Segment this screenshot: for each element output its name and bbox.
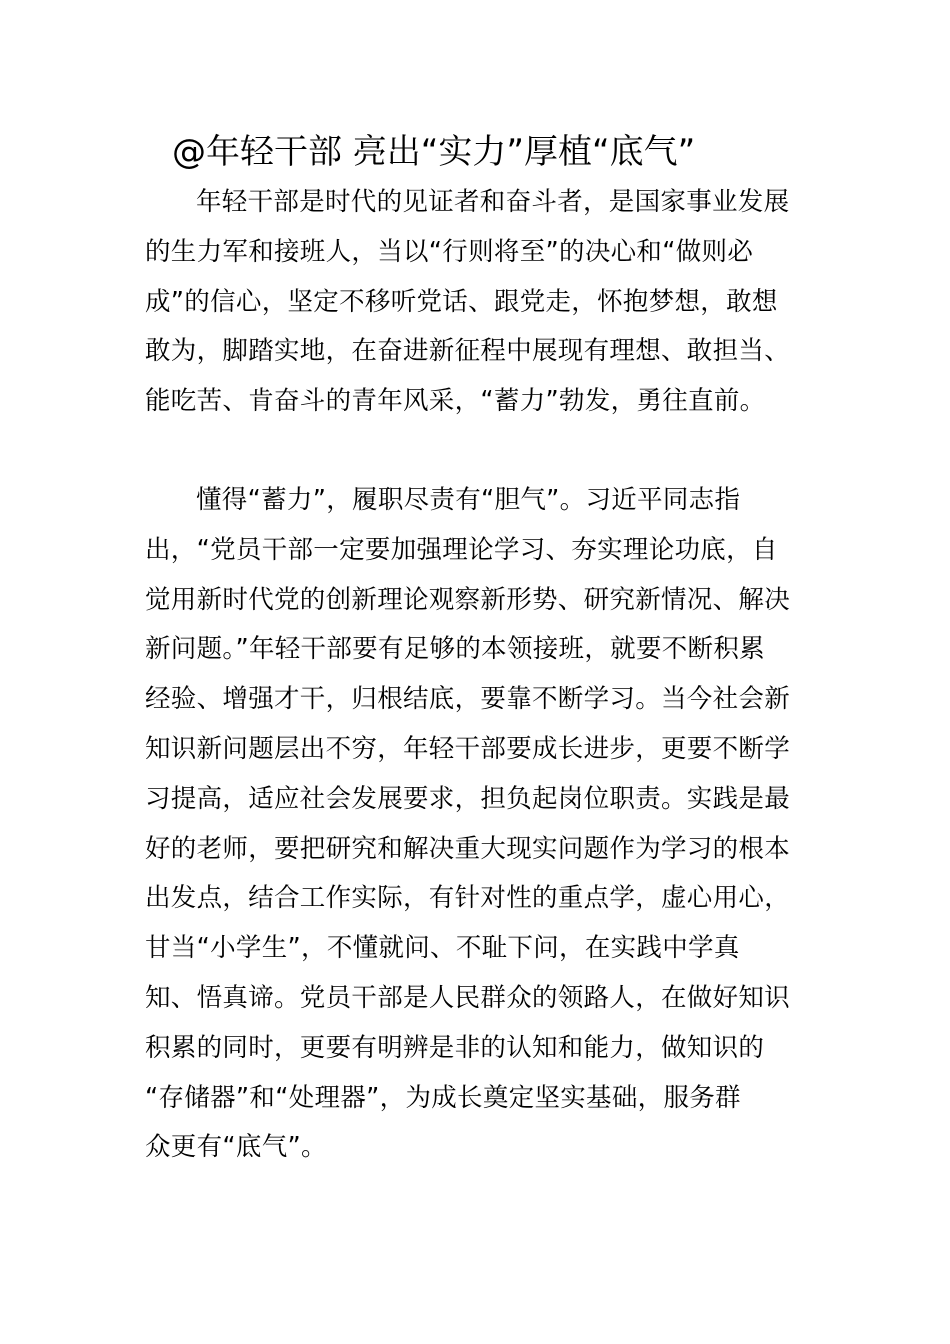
paragraph-2: [145, 476, 805, 1173]
paragraph-line: 觉用新时代党的创新理论观察新形势、研究新情况、解决: [145, 584, 791, 615]
paragraph-line: 懂得“蓄力”，履职尽责有“胆气”。习近平同志指: [196, 485, 741, 515]
paragraph-line: 众更有“底气”。: [145, 1132, 327, 1163]
paragraph-line: 能吃苦、肯奋斗的青年风采，“蓄力”勃发，勇往直前。: [145, 386, 766, 417]
paragraph-line: “存储器”和“处理器”，为成长奠定坚实基础，服务群: [145, 1082, 741, 1113]
paragraph-line: 出发点，结合工作实际，有针对性的重点学，虚心用心，: [145, 883, 791, 914]
paragraph-line: 积累的同时，更要有明辨是非的认知和能力，做知识的: [145, 1032, 765, 1063]
paragraph-line: 知、悟真谛。党员干部是人民群众的领路人，在做好知识: [145, 982, 791, 1013]
paragraph-line: 甘当“小学生”，不懂就问、不耻下问，在实践中学真: [145, 933, 740, 964]
paragraph-line: 习提高，适应社会发展要求，担负起岗位职责。实践是最: [145, 783, 791, 814]
paragraph-line: 敢为，脚踏实地，在奋进新征程中展现有理想、敢担当、: [145, 336, 791, 367]
paragraph-1: [145, 178, 805, 427]
paragraph-line: 出，“党员干部一定要加强理论学习、夯实理论功底，自: [145, 534, 778, 565]
paragraph-line: 年轻干部是时代的见证者和奋斗者，是国家事业发展: [196, 187, 790, 217]
paragraph-line: 的生力军和接班人，当以“行则将至”的决心和“做则必: [145, 236, 754, 267]
document-title: @年轻干部 亮出“实力”厚植“底气”: [172, 132, 696, 172]
paragraph-line: 好的老师，要把研究和解决重大现实问题作为学习的根本: [145, 833, 791, 864]
paragraph-line: 新问题。”年轻干部要有足够的本领接班，就要不断积累: [145, 634, 765, 665]
paragraph-line: 知识新问题层出不穷，年轻干部要成长进步，更要不断学: [145, 733, 791, 764]
paragraph-line: 经验、增强才干，归根结底，要靠不断学习。当今社会新: [145, 684, 791, 715]
paragraph-line: 成”的信心，坚定不移听党话、跟党走，怀抱梦想，敢想: [145, 286, 778, 317]
